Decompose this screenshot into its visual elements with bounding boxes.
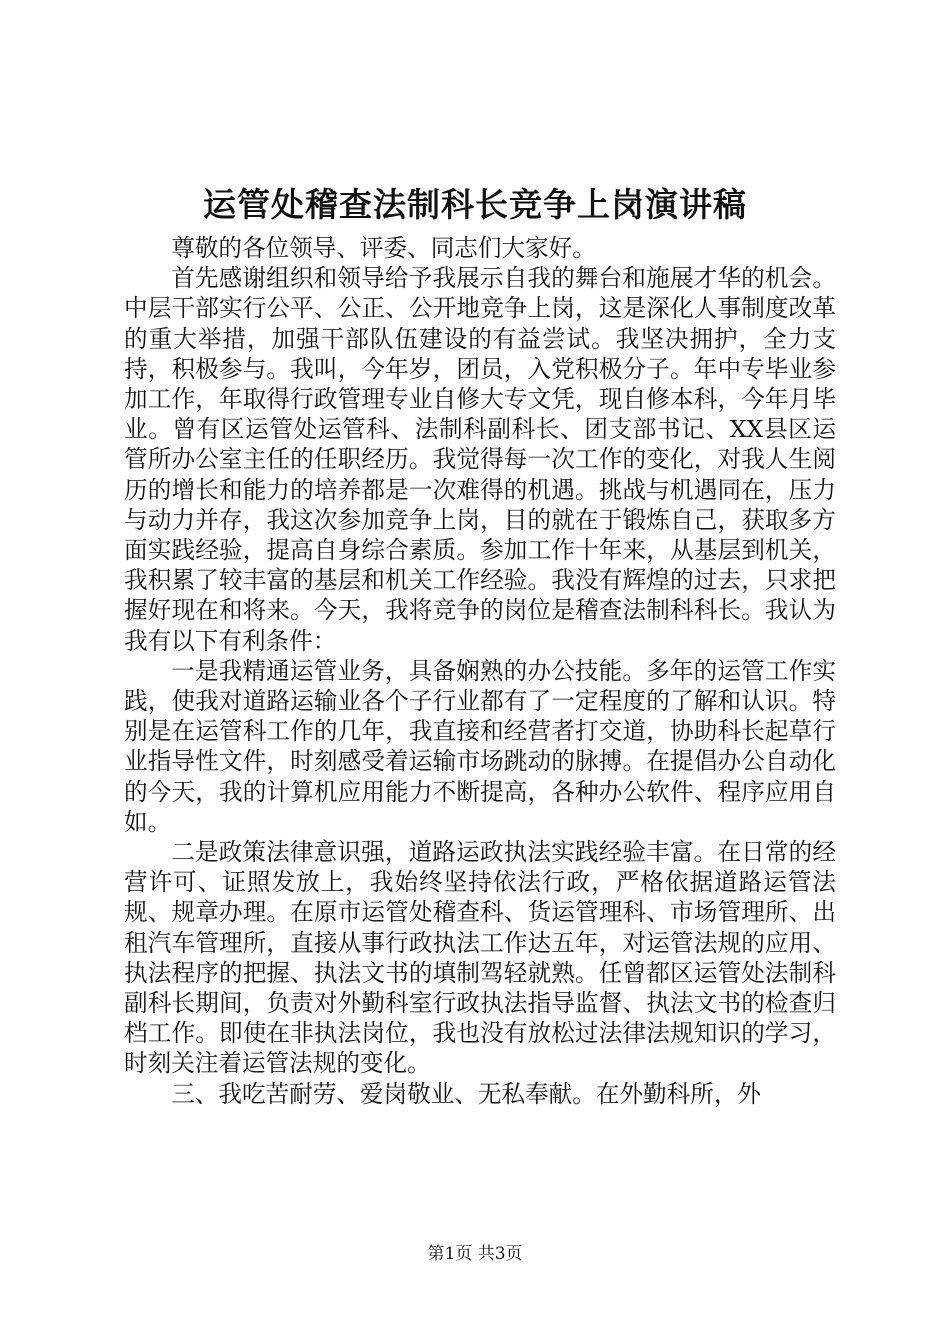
- document-body: [124, 233, 836, 1109]
- paragraph-point-two: 二是政策法律意识强，道路运政执法实践经验丰富。在日常的经营许可、证照发放上，我始终坚持依法行政，严格依据道路运管法规、规章办理。在原市运管处稽查科、货运管理科、市场管理所、出租汽车管理所，直接从事行政执法工作达五年，对运管法规的应用、执法程序的把握、执法文书的填制驾轻就熟。任曾都区运管处法制科副科长期间，负责对外勤科室行政执法指导监督、执法文书的检查归档工作。即使在非执法岗位，我也没有放松过法律法规知识的学习，时刻关注着运管法规的变化。: [124, 838, 836, 1078]
- paragraph-point-three: 三、我吃苦耐劳、爱岗敬业、无私奉献。在外勤科所，外: [171, 1079, 762, 1108]
- paragraph-greeting: 尊敬的各位领导、评委、同志们大家好。: [171, 234, 596, 262]
- paragraph-point-one: 一是我精通运管业务，具备娴熟的办公技能。多年的运管工作实践，使我对道路运输业各个子行业都有了一定程度的了解和认识。特别是在运管科工作的几年，我直接和经营者打交道，协助科长起草行业指导性文件，时刻感受着运输市场跳动的脉搏。在提倡办公自动化的今天，我的计算机应用能力不断提高，各种办公软件、程序应用自如。: [124, 656, 836, 836]
- page-number-footer: 第1页 共3页: [427, 1244, 523, 1264]
- document-title: 运管处稽查法制科长竞争上岗演讲稿: [203, 185, 747, 224]
- paragraph-introduction: 首先感谢组织和领导给予我展示自我的舞台和施展才华的机会。中层干部实行公平、公正、公开地竞争上岗，这是深化人事制度改革的重大举措，加强干部队伍建设的有益尝试。我坚决拥护，全力支持，积极参与。我叫，今年岁，团员，入党积极分子。年中专毕业参加工作，年取得行政管理专业自修大专文凭，现自修本科，今年月毕业。曾有区运管处运管科、法制科副科长、团支部书记、XX县区运管所办公室主任的任职经历。我觉得每一次工作的变化，对我人生阅历的增长和能力的培养都是一次难得的机遇。挑战与机遇同在，压力与动力并存，我这次参加竞争上岗，目的就在于锻炼自己，获取多方面实践经验，提高自身综合素质。参加工作十年来，从基层到机关，我积累了较丰富的基层和机关工作经验。我没有辉煌的过去，只求把握好现在和将来。今天，我将竞争的岗位是稽查法制科科长。我认为我有以下有利条件：: [124, 264, 836, 655]
